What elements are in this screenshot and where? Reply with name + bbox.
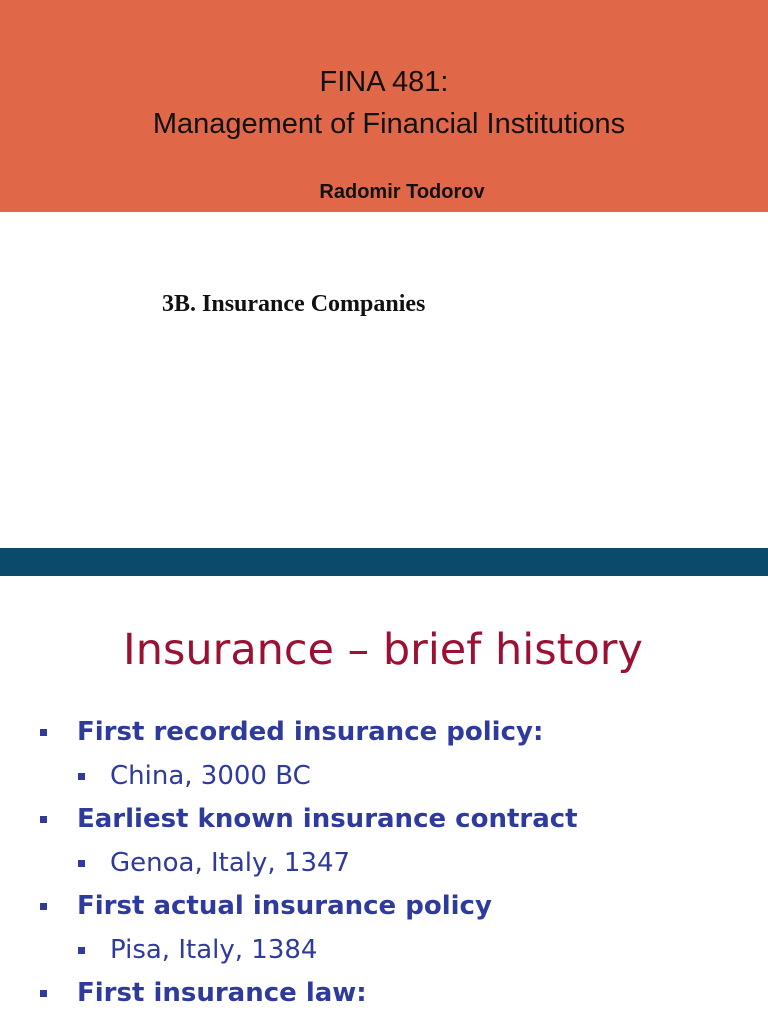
square-bullet-icon [78,947,85,954]
bullet-text: First recorded insurance policy: [77,717,544,747]
bullet-text: Earliest known insurance contract [77,804,578,834]
square-bullet-icon [40,729,47,736]
square-bullet-icon [40,990,47,997]
course-code: FINA 481: [319,66,449,98]
square-bullet-icon [78,773,85,780]
bullet-text: First actual insurance policy [77,891,492,921]
slide-title: Insurance – brief history [123,625,643,675]
sub-bullet-text: Pisa, Italy, 1384 [110,935,318,965]
sub-bullet-text: China, 3000 BC [110,761,311,791]
square-bullet-icon [40,903,47,910]
section-title: 3B. Insurance Companies [162,291,426,317]
sub-bullet-text: Genoa, Italy, 1347 [110,848,351,878]
square-bullet-icon [78,860,85,867]
course-title: Management of Financial Institutions [152,108,626,140]
bullet-text: First insurance law: [77,978,367,1008]
author-name: Radomir Todorov [319,181,485,203]
square-bullet-icon [40,816,47,823]
